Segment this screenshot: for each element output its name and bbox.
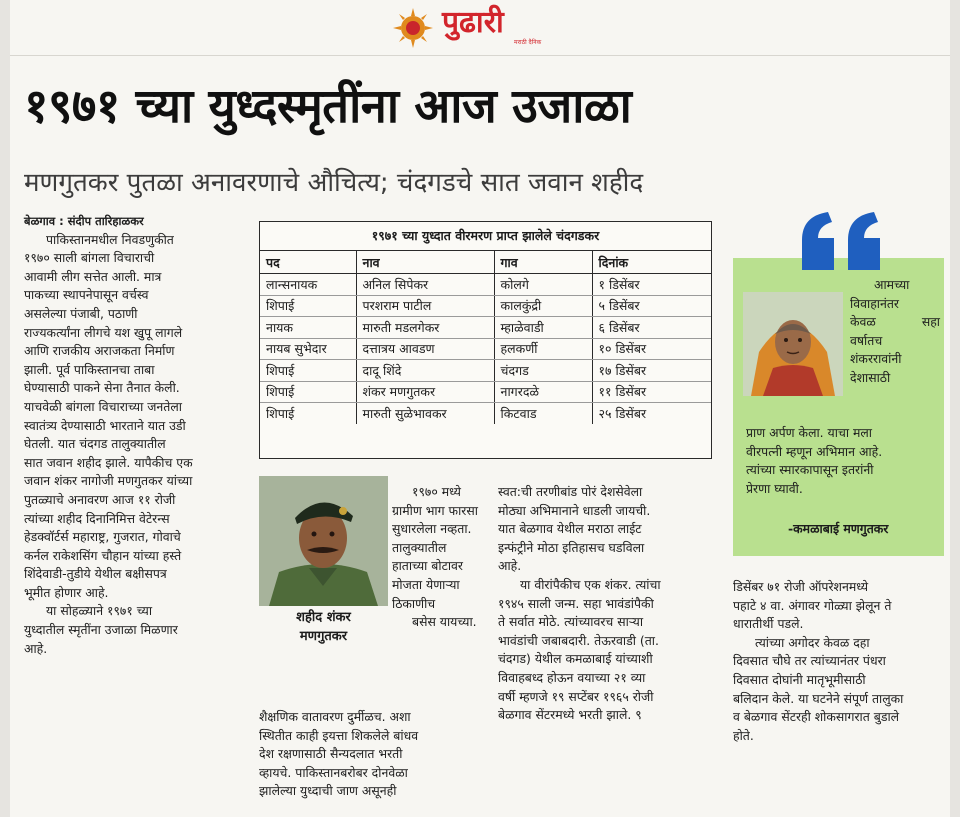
masthead-title: पुढारी	[442, 5, 504, 40]
text-line: मोजता येणाऱ्या	[392, 576, 460, 592]
text-line: पाकच्या स्थापनेपासून वर्चस्व	[24, 287, 149, 303]
text-line: होते.	[733, 727, 754, 743]
table-cell: नायब सुभेदार	[260, 338, 356, 360]
text-line: घेण्यासाठी पाकने सेना तैनात केली.	[24, 380, 180, 396]
headline: १९७१ च्या युध्दस्मृतींना आज उजाळा	[24, 79, 632, 134]
photo-caption	[259, 608, 388, 646]
text-line: त्यांच्या स्मारकापासून इतरांनी	[746, 462, 874, 478]
table-cell: दादू शिंदे	[356, 360, 494, 382]
table-header-cell: गाव	[494, 251, 592, 274]
table-title: १९७१ च्या युध्दात वीरमरण प्राप्त झालेले चंदगडकर	[260, 222, 711, 251]
table-cell: हलकर्णी	[494, 338, 592, 360]
text-line: १९७० साली बांगला विचाराची	[24, 250, 155, 266]
text-line: स्थितीत काही इयत्ता शिकलेले बांधव	[259, 727, 419, 743]
caption-line: शहीद शंकर	[296, 610, 351, 625]
table-grid	[260, 251, 711, 424]
table-cell: ५ डिसेंबर	[592, 295, 711, 317]
text-line: दिवसात दोघांनी मातृभूमीसाठी	[733, 671, 866, 687]
table-cell: दत्तात्रय आवडण	[356, 338, 494, 360]
table-cell: मारुती मडलगेकर	[356, 317, 494, 339]
text-line: वर्षी म्हणजे १९ सप्टेंबर १९६५ रोजी	[498, 688, 654, 704]
text-line: सात जवान शहीद झाले. यापैकीच एक	[24, 454, 193, 470]
table-row	[260, 274, 711, 296]
text-line: त्यांच्या अगोदर केवळ दहा	[755, 634, 870, 650]
table-cell: अनिल सिपेकर	[356, 274, 494, 296]
text-line: तालुक्यातील	[392, 539, 447, 555]
article-column-1	[24, 212, 238, 658]
text-line: व्हायचे. पाकिस्तानबरोबर दोनवेळा	[259, 764, 408, 780]
quote-text	[746, 424, 940, 498]
masthead-tagline: मराठी दैनिक	[514, 39, 542, 46]
table-cell: लान्सनायक	[260, 274, 356, 296]
article-column-2-top	[392, 483, 488, 632]
table-cell: ६ डिसेंबर	[592, 317, 711, 339]
table-cell: म्हाळेवाडी	[494, 317, 592, 339]
text-line: राज्यकर्त्यांना लीगचे यश खुपू लागले	[24, 324, 183, 340]
quote-text-beside-photo	[850, 276, 940, 388]
table-row	[260, 381, 711, 403]
text-line: धारातीर्थी पडले.	[733, 616, 804, 632]
text-line: जवान शंकर नागोजी मणगुतकर यांच्या	[24, 473, 193, 489]
text-line: कर्नल राकेशसिंग चौहान यांच्या हस्ते	[24, 547, 182, 563]
caption-line: मणगुतकर	[299, 629, 348, 644]
sun-emblem-icon	[393, 8, 433, 48]
table-row	[260, 317, 711, 339]
text-line: डिसेंबर ७१ रोजी ऑपरेशनमध्ये	[733, 579, 869, 594]
text-line: या सोहळ्याने १९७१ च्या	[46, 603, 153, 619]
table-cell: शिपाई	[260, 360, 356, 382]
widow-portrait-illustration	[743, 292, 843, 396]
text-line: ग्रामीण भाग फारसा	[392, 502, 478, 518]
table-header-cell: पद	[260, 251, 356, 274]
table-cell: १ डिसेंबर	[592, 274, 711, 296]
text-line: शैक्षणिक वातावरण दुर्मीळच. अशा	[259, 709, 411, 724]
text-line: दिवसात चौघे तर त्यांच्यानंतर पंधरा	[733, 653, 886, 669]
text-line: देश रक्षणासाठी सैन्यदलात भरती	[259, 746, 403, 762]
table-row	[260, 360, 711, 382]
table-cell: १० डिसेंबर	[592, 338, 711, 360]
text-line: चंदगड) येथील कमळाबाई यांच्याशी	[498, 651, 653, 667]
text-line: शिंदेवाडी-तुडीये येथील बक्षीसपत्र	[24, 566, 167, 582]
table-header-cell: नाव	[356, 251, 494, 274]
quotation-mark-icon	[798, 210, 888, 272]
col1-para1	[24, 231, 238, 603]
article-column-3	[498, 483, 712, 725]
table-cell: कोलगे	[494, 274, 592, 296]
table-cell: परशराम पाटील	[356, 295, 494, 317]
text-line: प्राण अर्पण केला. याचा मला	[746, 425, 872, 440]
table-cell: १७ डिसेंबर	[592, 360, 711, 382]
text-line: आहे.	[498, 558, 522, 574]
table-cell: ११ डिसेंबर	[592, 381, 711, 403]
text-line: विवाहबध्द होऊन वयाच्या २१ व्या	[498, 669, 646, 685]
table-header-row	[260, 251, 711, 274]
table-cell: शिपाई	[260, 403, 356, 424]
text-line: आमच्या	[874, 277, 910, 292]
text-line: ते सर्वात मोठे. त्यांच्यावरच साऱ्या	[498, 614, 644, 630]
text-line: बसेस यायच्या.	[412, 614, 477, 630]
text-line: युध्दातील स्मृतींना उजाळा मिळणार	[24, 622, 178, 638]
masthead	[10, 0, 950, 56]
text-line: ठिकाणीच	[392, 595, 436, 611]
table-header-cell: दिनांक	[592, 251, 711, 274]
text-line: देशासाठी	[850, 369, 891, 385]
text-line: प्रेरणा घ्यावी.	[746, 480, 803, 496]
text-line: इन्फंट्रीने मोठा इतिहासच घडविला	[498, 539, 645, 555]
text-line: १९७० मध्ये	[412, 484, 461, 499]
text-line: पहाटे ४ वा. अंगावर गोळ्या झेलून ते	[733, 597, 892, 613]
text-line: आणि राजकीय अराजकता निर्माण	[24, 343, 175, 359]
text-line: व बेळगाव सेंटरही शोकसागरात बुडाले	[733, 709, 900, 725]
text-line: मोठ्या अभिमानाने धाडली जायची.	[498, 502, 651, 518]
table-cell: चंदगड	[494, 360, 592, 382]
text-line: हाताच्या बोटावर	[392, 558, 463, 574]
text-line: १९४५ साली जन्म. सहा भावंडांपैकी	[498, 595, 654, 611]
table-cell: किटवाड	[494, 403, 592, 424]
table-row	[260, 403, 711, 424]
table-cell: मारुती सुळेभावकर	[356, 403, 494, 424]
article-column-4	[733, 578, 945, 745]
text-line: घेतली. यात चंदगड तालुक्यातील	[24, 436, 166, 452]
text-line: आहे.	[24, 640, 48, 656]
subheadline: मणगुतकर पुतळा अनावरणाचे औचित्य; चंदगडचे सात जवान शहीद	[24, 168, 644, 198]
col1-para2	[24, 602, 238, 658]
text-line: वर्षातच	[850, 332, 883, 348]
table-cell: शंकर मणगुतकर	[356, 381, 494, 403]
text-line: बेळगाव सेंटरमध्ये भरती झाले. ९	[498, 707, 642, 723]
text-line: वीरपत्नी म्हणून अभिमान आहे.	[746, 443, 883, 459]
table-cell: नायक	[260, 317, 356, 339]
text-line: विवाहानंतर	[850, 295, 899, 311]
article-column-2-bottom	[259, 708, 487, 801]
text-line: सुधारलेला नव्हता.	[392, 521, 472, 537]
text-line: केवळ सहा	[850, 314, 940, 330]
text-line: भूमीत होणार आहे.	[24, 584, 109, 600]
text-line: या वीरांपैकीच एक शंकर. त्यांचा	[520, 576, 661, 592]
table-row	[260, 338, 711, 360]
text-line: स्वातंत्र्य देण्यासाठी भारताने यात उडी	[24, 417, 186, 433]
text-line: हेडक्वॉर्टर्स महाराष्ट्र, गुजरात, गोवाचे	[24, 529, 181, 545]
quote-signature: -कमळाबाई मणगुतकर	[788, 521, 889, 536]
text-line: पुतळ्याचे अनावरण आज ११ रोजी	[24, 491, 176, 507]
table-cell: कालकुंद्री	[494, 295, 592, 317]
text-line: पाकिस्तानमधील निवडणुकीत	[46, 231, 174, 247]
text-line: स्वत:ची तरणीबांड पोरं देशसेवेला	[498, 484, 643, 499]
text-line: यात बेळगाव येथील मराठा लाईट	[498, 521, 642, 537]
text-line: आवामी लीग सत्तेत आली. मात्र	[24, 268, 162, 284]
text-line: झालेल्या युध्दाची जाण असूनही	[259, 783, 397, 799]
widow-portrait	[743, 292, 843, 396]
text-line: असलेल्या पंजाबी, पठाणी	[24, 305, 138, 321]
text-line: भावंडांची जबाबदारी. तेऊरवाडी (ता.	[498, 632, 659, 648]
soldier-photo	[259, 476, 388, 606]
table-row	[260, 295, 711, 317]
table-cell: शिपाई	[260, 295, 356, 317]
martyrs-table	[259, 221, 712, 459]
text-line: याचवेळी बांगला विचाराच्या जनतेला	[24, 398, 182, 414]
table-cell: नागरदळे	[494, 381, 592, 403]
text-line: झाली. पूर्व पाकिस्तानचा ताबा	[24, 361, 155, 377]
text-line: बलिदान केले. या घटनेने संपूर्ण तालुका	[733, 690, 904, 706]
table-cell: २५ डिसेंबर	[598, 405, 647, 421]
text-line: त्यांच्या शहीद दिनानिमित्त वेटेरन्स	[24, 510, 170, 526]
text-line: शंकररावांनी	[850, 351, 902, 367]
byline: बेळगाव : संदीप तारिहाळकर	[24, 214, 144, 228]
table-cell: शिपाई	[260, 381, 356, 403]
soldier-portrait-illustration	[259, 476, 388, 606]
